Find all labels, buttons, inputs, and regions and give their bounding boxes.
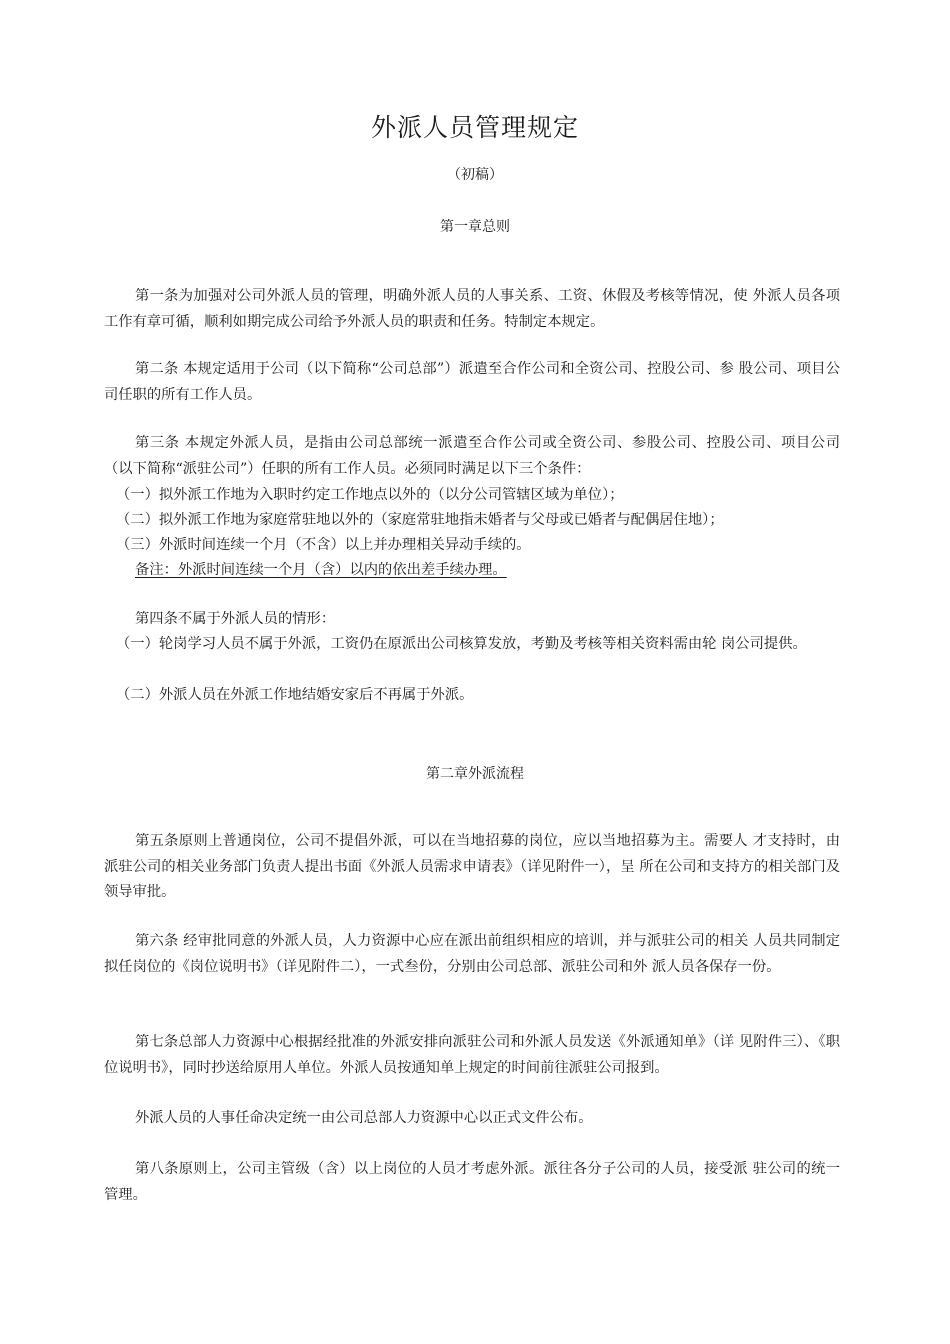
article-6: 第六条 经审批同意的外派人员，人力资源中心应在派出前组织相应的培训，并与派驻公司的相关 人员共同制定拟任岗位的《岗位说明书》（详见附件二），一式叁份，分别由公司总部、派驻公司和外 派人员各保存一份。 xyxy=(104,933,840,975)
article-7: 第七条总部人力资源中心根据经批准的外派安排向派驻公司和外派人员发送《外派通知单》（详 见附件三）、《职位说明书》，同时抄送给原用人单位。外派人员按通知单上规定的时间前往派驻公司报到。 xyxy=(104,1034,840,1076)
article-3: 第三条 本规定外派人员，是指由公司总部统一派遣至合作公司或全资公司、参股公司、控股公司、项目公司（以下简称“派驻公司”）任职的所有工作人员。必须同时满足以下三个条件： xyxy=(104,435,840,477)
article-2: 第二条 本规定适用于公司（以下简称“公司总部”）派遣至合作公司和全资公司、控股公司、参 股公司、项目公司任职的所有工作人员。 xyxy=(104,361,840,403)
article-3-item-2: （二）拟外派工作地为家庭常驻地以外的（家庭常驻地指未婚者与父母或已婚者与配偶居住地）； xyxy=(116,512,724,528)
article-4-item-1: （一）轮岗学习人员不属于外派，工资仍在原派出公司核算发放，考勤及考核等相关资料需由轮 岗公司提供。 xyxy=(116,636,807,652)
chapter-2-heading: 第二章外派流程 xyxy=(426,766,524,782)
article-4: 第四条不属于外派人员的情形： xyxy=(135,611,336,627)
article-3-item-1: （一）拟外派工作地为入职时约定工作地点以外的（以分公司管辖区域为单位）； xyxy=(116,487,624,503)
article-1: 第一条为加强对公司外派人员的管理，明确外派人员的人事关系、工资、休假及考核等情况，使 外派人员各项工作有章可循，顺利如期完成公司给予外派人员的职责和任务。特制定本规定。 xyxy=(104,288,840,330)
document-subtitle: （初稿） xyxy=(447,167,503,183)
article-5: 第五条原则上普通岗位，公司不提倡外派，可以在当地招募的岗位，应以当地招募为主。需要人 才支持时，由派驻公司的相关业务部门负责人提出书面《外派人员需求申请表》（详见附件一），呈 所在公司和支持方的相关部门及领导审批。 xyxy=(104,833,840,900)
article-4-item-2: （二）外派人员在外派工作地结婚安家后不再属于外派。 xyxy=(116,687,474,703)
article-7-extra: 外派人员的人事任命决定统一由公司总部人力资源中心以正式文件公布。 xyxy=(135,1110,593,1126)
chapter-1-heading: 第一章总则 xyxy=(440,219,510,235)
article-3-item-3: （三）外派时间连续一个月（不含）以上并办理相关异动手续的。 xyxy=(116,537,531,553)
article-8: 第八条原则上，公司主管级（含）以上岗位的人员才考虑外派。派往各分子公司的人员，接受派 驻公司的统一管理。 xyxy=(104,1161,840,1203)
document-title: 外派人员管理规定 xyxy=(370,113,579,142)
article-3-note: 备注：外派时间连续一个月（含）以内的依出差手续办理。 xyxy=(135,562,507,578)
